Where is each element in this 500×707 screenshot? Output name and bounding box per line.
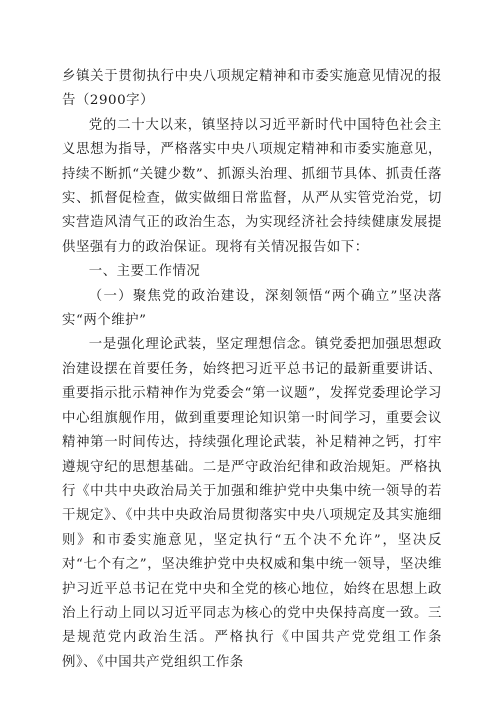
subsection-heading: （一）聚焦党的政治建设，深刻领悟“两个确立”坚决落实“两个维护” (62, 288, 442, 329)
document-body (62, 65, 442, 675)
body-paragraph: 一是强化理论武装，坚定理想信念。镇党委把加强思想政治建设摆在首要任务，始终把习近平总书记的最新重要讲话、重要指示批示精神作为党委会“第一议题”，发挥党委理论学习中心组旗舰作用，做到重要理论知识第一时间学习，重要会议精神第一时间传达，持续强化理论武装，补足精神之钙，打牢遵规守纪的思想基础。二是严守政治纪律和政治规矩。严格执行《中共中央政治局关于加强和维护党中央集中统一领导的若干规定》、《中共中央政治局贯彻落实中央八项规定及其实施细则》和市委实施意见，坚定执行“五个决不允许”，坚决反对“七个有之”，坚决维护党中央权威和集中统一领导，坚决维护习近平总书记在党中央和全党的核心地位，始终在思想上政治上行动上同以习近平同志为核心的党中央保持高度一致。三是规范党内政治生活。严格执行《中国共产党党组工作条例》、《中国共产党组织工作条 (62, 337, 442, 670)
document-title: 乡镇关于贯彻执行中央八项规定精神和市委实施意见情况的报告（2900字） (62, 69, 442, 109)
section-heading: 一、主要工作情况 (88, 264, 201, 280)
intro-paragraph: 党的二十大以来，镇坚持以习近平新时代中国特色社会主义思想为指导，严格落实中央八项规定精神和市委实施意见，持续不断抓“关键少数”、抓源头治理、抓细节具体、抓责任落实、抓督促检查，做实做细日常监督，从严从实管党治党，切实营造风清气正的政治生态，为实现经济社会持续健康发展提供坚强有力的政治保证。现将有关情况报告如下： (62, 117, 442, 255)
